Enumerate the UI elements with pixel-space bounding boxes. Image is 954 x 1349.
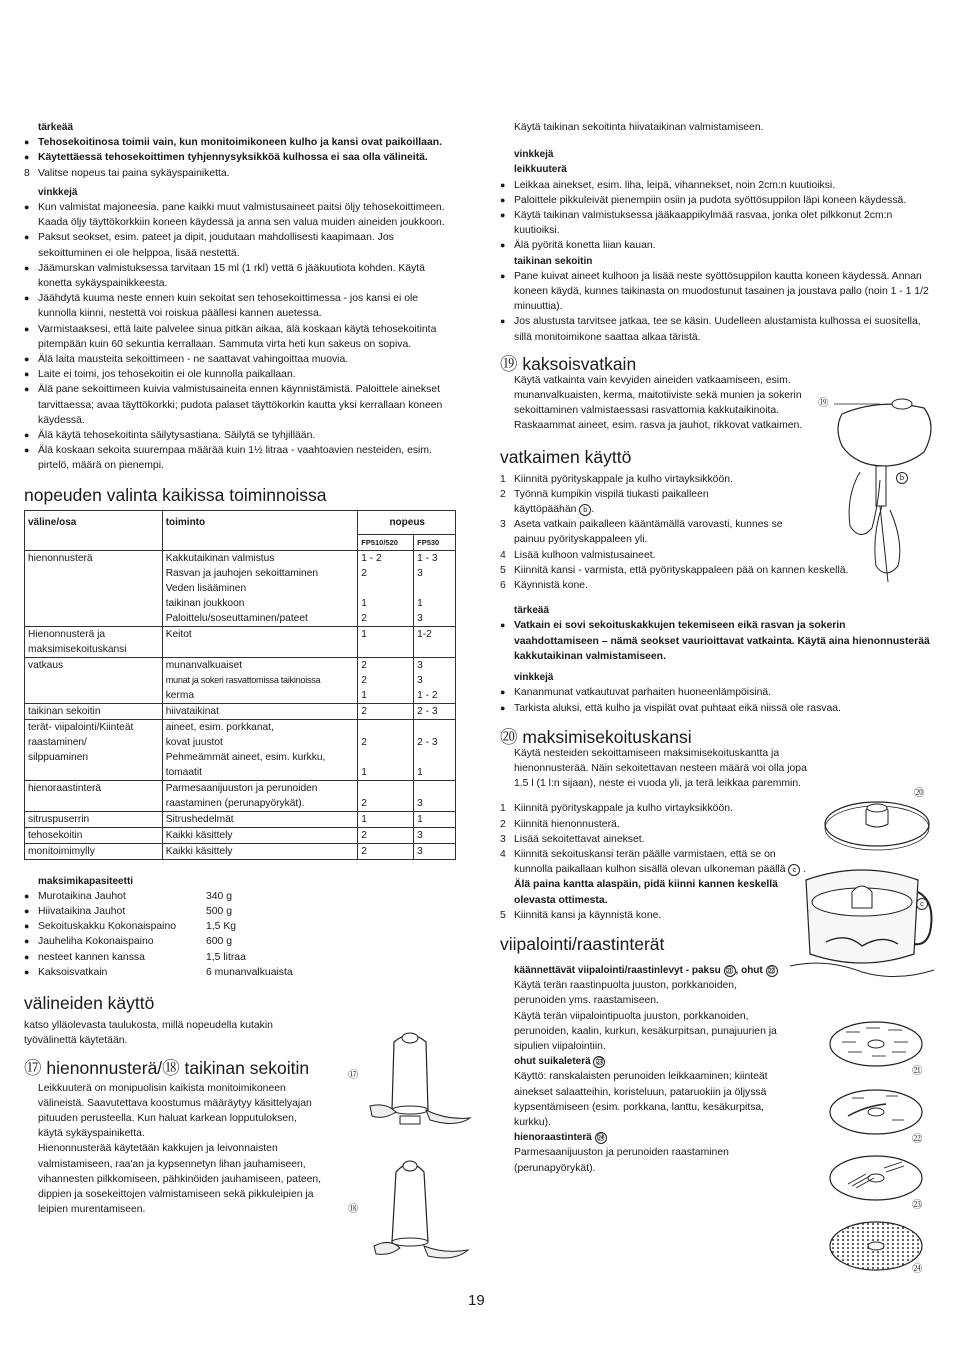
blade-title: hienonnusterä/ (46, 1057, 163, 1078)
capacity-value: 1,5 Kg (206, 921, 237, 933)
step-number: 2 (500, 818, 506, 830)
cell-line (361, 750, 410, 765)
cell-line: hienoraastinterä (28, 782, 102, 794)
step-text: Kiinnitä kansi - varmista, että pyörityskappaleen pää on kannen keskellä. (514, 564, 849, 576)
list-item: ● Jäämurskan valmistuksessa tarvitaan 15 ml (1 rkl) vettä 6 jääkuutiota kohden. Käytä konetta sykäyspainikkeesta. (24, 261, 456, 291)
cell-line: 2 - 3 (417, 736, 438, 748)
capacity-value: 340 g (206, 890, 233, 902)
list-item (24, 889, 456, 904)
capacity-section (24, 874, 456, 980)
cell-line (361, 581, 410, 596)
cell-line: 2 (361, 845, 367, 857)
table-cell-func (162, 550, 358, 626)
step-text: Lisää sekoitettavat ainekset. (514, 833, 645, 845)
whisk-number: ⑲ (500, 353, 518, 374)
cell-line: 1 (361, 628, 367, 640)
julienne-text: Käyttö: ranskalaisten perunoiden leikkaaminen; kiinteät ainekset salaatteihin, koristeluun, pataruokiin ja öljyssä kypsentämiseen (esim. porkkana, lanttu, kesäkurpitsa, kurkku). (514, 1071, 768, 1128)
table-cell-func (162, 827, 358, 843)
cell-line: maksimisekoituskansi (28, 643, 127, 655)
cell-line: 1 (361, 766, 367, 778)
list-item: ● Varmistaaksesi, että laite palvelee sinua pitkän aikaa, älä koskaan käytä tehosekoitinta pitempään kuin 60 sekuntia kerrallaan. Sammuta virta heti kun sakeus on sopiva. (24, 322, 456, 352)
figure-24-label: ㉔ (912, 1264, 923, 1275)
cell-line: 3 (417, 659, 423, 671)
label-text: ohut suikaleterä (514, 1056, 591, 1068)
cell-line: terät- viipalointi/Kiinteät (28, 721, 134, 733)
blade-number: ⑰ (24, 1057, 42, 1078)
cell-line: 1 (361, 689, 367, 701)
list-item: 4 Kiinnitä sekoituskansi terän päälle varmistaen, että se on kunnolla paikallaan kulhon sisällä olevan ulkoneman päällä c . Älä paina kantta alaspäin, pidä kiinni kannen keskellä olevasta ottimesta. (500, 848, 807, 906)
list-item: ● Pane kuivat aineet kulhoon ja lisää neste syöttösuppilon kautta koneen käydessä. Annan koneen käydä, kunnes taikinasta on muodostunut tasainen ja joustava pallo (noin 1 - 1 1/2 minuuttia). (500, 269, 932, 315)
cell-line: 1 - 3 (417, 552, 438, 564)
cell-line: 2 - 3 (417, 705, 438, 717)
cell-line: 3 (417, 567, 423, 579)
table-cell-tool (25, 703, 163, 719)
cell-line: 1 (417, 597, 423, 609)
cell-line: 1 - 2 (361, 552, 382, 564)
table-cell-func (162, 657, 358, 703)
step-number: 4 (500, 848, 506, 860)
table-cell-s1 (358, 811, 414, 827)
label-text: , ohut (735, 964, 763, 976)
table-cell-s2 (414, 811, 456, 827)
capacity-item: ● Jauheliha Kokonaispaino (38, 936, 154, 948)
cell-line: 1 (361, 597, 367, 609)
cell-line: Kakkutaikinan valmistus (165, 552, 275, 564)
step-number: 2 (500, 488, 506, 500)
cell-line (417, 750, 452, 765)
cell-line: sitruspuserrin (28, 813, 90, 825)
figure-19-label: ⑲ (818, 398, 829, 409)
table-cell-func (162, 811, 358, 827)
step-number: 5 (500, 909, 506, 921)
figure-23-label: ㉓ (912, 1200, 923, 1211)
table-row (25, 657, 456, 703)
cell-line: Keitot (165, 628, 192, 640)
list-item: ● Älä pyöritä konetta liian kauan. (500, 238, 932, 253)
list-item (24, 950, 456, 965)
list-item (24, 934, 456, 949)
cell-line: 2 (361, 797, 367, 809)
step-text: Kiinnitä hienonnusterä. (514, 818, 620, 830)
table-cell-func (162, 703, 358, 719)
tips-list (24, 200, 456, 474)
cell-line: Rasvan ja jauhojen sekoittaminen (165, 567, 319, 579)
list-item: ● Käytettäessä tehosekoittimen tyhjennysyksikköä kulhossa ei saa olla välineitä. (24, 150, 456, 165)
step-number: 1 (500, 473, 506, 485)
list-item (24, 919, 456, 934)
capacity-label: maksimikapasiteetti (38, 875, 134, 887)
table-cell-tool (25, 626, 163, 657)
table-cell-tool (25, 811, 163, 827)
dough-intro: Käytä taikinan sekoitinta hiivataikinan valmistamiseen. (514, 122, 764, 133)
whisk-section-title (500, 353, 932, 375)
capacity-value: 600 g (206, 936, 233, 948)
table-cell-func (162, 626, 358, 657)
important-list (500, 618, 932, 664)
step-text: Aseta vatkain paikalleen kääntämällä varovasti, kunnes se painuu pyörityskappaleen yli. (514, 519, 783, 546)
step-number: 8 (24, 167, 30, 179)
cell-line: raastaminen/ (28, 736, 87, 748)
cell-line: 3 (417, 797, 423, 809)
cell-line (417, 581, 452, 596)
maxi-text: Käytä nesteiden sekoittamiseen maksimisekoituskantta ja hienonnusterää. Näin sekoitettavan nesteen määrä voi olla jopa 1.5 l (1 l:n sijaan), neste ei vuoda yli, ja terä leikkaa paremmin. (514, 747, 807, 790)
fine-grater-illustration (826, 1218, 926, 1278)
figure-21-label: ㉑ (912, 1066, 923, 1077)
slicing-section-title: viipalointi/raastinterät (500, 933, 665, 954)
step-text: Kiinnitä pyörityskappale ja kulho virtayksikköön. (514, 803, 733, 815)
table-cell-s1 (358, 827, 414, 843)
cell-line: Hienonnusterä ja (28, 628, 106, 640)
step-text: Työnnä kumpikin vispilä tiukasti paikalleen käyttöpäähän (514, 488, 709, 516)
cell-line: vatkaus (28, 659, 64, 671)
list-item: ● Älä pane sekoittimeen kuivia valmistusaineita ennen käynnistämistä. Paloittele ainekset tarvittaessa; avaa täyttökorkki; pudota palaset täyttökorkin kautta yksi kerrallaan koneen käydessä. (24, 382, 456, 428)
tools-section-title: välineiden käyttö (24, 993, 155, 1014)
cell-line: 3 (417, 845, 423, 857)
figure-22-label: ㉒ (912, 1134, 923, 1145)
speed-section-title: nopeuden valinta kaikissa toiminnoissa (24, 484, 327, 505)
blade-paragraph-2: Hienonnusterää käytetään kakkujen ja leivonnaisten valmistamiseen, raa'an ja kypsennetyn lihan jauhamiseen, vihannesten pilkkomiseen, pähkinöiden jauhamiseen, pateen, dippien ja sosekeittojen valmistamiseen sekä pikkuleipien ja leipien murentamiseen. (38, 1143, 322, 1216)
thick-disc-illustration (826, 1018, 926, 1074)
part-c-marker: c (788, 864, 800, 876)
table-cell-s1 (358, 780, 414, 811)
table-cell-s2 (414, 626, 456, 657)
cell-line: hienonnusterä (28, 552, 93, 564)
cell-line: 3 (417, 829, 423, 841)
capacity-item: ● Sekoituskakku Kokonaispaino (38, 921, 177, 933)
whisk-tips-list (500, 685, 932, 715)
list-item (500, 517, 800, 547)
table-cell-func (162, 843, 358, 859)
whisk-title: kaksoisvatkain (522, 353, 637, 374)
cell-line: raastaminen (perunapyörykät). (165, 797, 305, 809)
table-cell-s2 (414, 780, 456, 811)
cell-line: 2 (361, 736, 367, 748)
table-cell-s2 (414, 550, 456, 626)
cell-line: 2 (361, 829, 367, 841)
list-item: ● Käytä taikinan valmistuksessa jääkaappikylmää rasvaa, jonka olet pilkkonut 2cm:n kuutioiksi. (500, 208, 932, 238)
cell-line: tomaatit (165, 766, 202, 778)
list-item: ● Paksut seokset, esim. pateet ja dipit, joudutaan mahdollisesti kaapimaan. Jos sekoittuminen ei ole helppoa, lisää nestettä. (24, 230, 456, 260)
table-cell-s2 (414, 827, 456, 843)
list-item: ● Laite ei toimi, jos tehosekoitin ei ole kunnolla paikallaan. (24, 367, 456, 382)
table-cell-s1 (358, 719, 414, 780)
list-item: ● Tehosekoitinosa toimii vain, kun monitoimikoneen kulho ja kansi ovat paikoillaan. (24, 135, 456, 150)
capacity-item: ● Hiivataikina Jauhot (38, 906, 126, 918)
cell-line: munat ja sokeri rasvattomissa taikinoissa (165, 674, 321, 685)
cell-line: munanvalkuaiset (165, 659, 243, 671)
column-header-fp510: FP510/520 (358, 534, 414, 550)
capacity-value: 6 munanvalkuaista (206, 966, 293, 978)
table-row (25, 843, 456, 859)
cell-line (361, 781, 410, 796)
step-text: Kiinnitä sekoituskansi terän päälle varmistaen, että se on kunnolla paikallaan kulhon sisällä olevan ulkoneman päällä (514, 848, 786, 876)
table-row (25, 703, 456, 719)
step-number: 4 (500, 549, 506, 561)
table-cell-s1 (358, 657, 414, 703)
step-number: 6 (500, 580, 506, 592)
cell-line: taikinan joukkoon (165, 597, 245, 609)
list-item: ● Tarkista aluksi, että kulho ja vispilät ovat puhtaat eikä niissä ole rasvaa. (500, 701, 932, 716)
list-item: ● Leikkaa ainekset, esim. liha, leipä, vihannekset, noin 2cm:n kuutioiksi. (500, 178, 932, 193)
table-cell-func (162, 780, 358, 811)
dough-title: taikinan sekoitin (184, 1057, 310, 1078)
column-header-fp530: FP530 (414, 534, 456, 550)
table-cell-tool (25, 827, 163, 843)
label-text: hienoraastinterä (514, 1132, 592, 1144)
disc-24-marker: ㉔ (595, 1132, 607, 1144)
step-text: Käynnistä kone. (514, 580, 588, 592)
step-number: 3 (500, 833, 506, 845)
list-item: ● Kun valmistat majoneesia, pane kaikki muut valmistusaineet paitsi öljy tehosekoittimeen. Kaada öljy täyttökorkkiin koneen käydessä ja anna sen valua muiden aineiden joukkoon. (24, 200, 456, 230)
cell-line: 2 (361, 674, 367, 686)
cell-line: 1 (417, 813, 423, 825)
cell-line: 1 (417, 766, 423, 778)
table-cell-s2 (414, 843, 456, 859)
table-cell-s1 (358, 703, 414, 719)
part-c-marker: c (916, 898, 928, 910)
list-item: ● Älä käytä tehosekoitinta säilytysastiana. Säilytä se tyhjillään. (24, 428, 456, 443)
cell-line: aineet, esim. porkkanat, (165, 721, 274, 733)
cell-line: 1-2 (417, 628, 432, 640)
figure-b-label (896, 470, 908, 485)
table-row (25, 550, 456, 626)
important-label: tärkeää (38, 122, 74, 133)
cell-line: kerma (165, 689, 194, 701)
julienne-disc-illustration (826, 1152, 926, 1208)
column-header-speed: nopeus (358, 510, 456, 534)
dough-tool-label: taikinan sekoitin (514, 255, 593, 267)
cell-line: tehosekoitin (28, 829, 83, 841)
cell-line: Paloittelu/soseuttaminen/pateet (165, 612, 308, 624)
step-number: 3 (500, 519, 506, 531)
column-header-function: toiminto (162, 510, 358, 550)
cell-line: taikinan sekoitin (28, 705, 101, 717)
step-warning: Älä paina kantta alaspäin, pidä kiinni kannen keskellä olevasta ottimesta. (514, 879, 778, 906)
cell-line: 3 (417, 674, 423, 686)
table-cell-tool (25, 780, 163, 811)
dough-tips-list (500, 269, 932, 345)
slicing-paragraph-1: Käytä terän raastinpuolta juuston, porkkanoiden, perunoiden yms. raastamiseen. (514, 980, 737, 1007)
dough-tool-illustration (368, 1150, 478, 1268)
cell-line: Veden lisääminen (165, 582, 247, 594)
capacity-list (24, 889, 456, 980)
cell-line: 1 - 2 (417, 689, 438, 701)
cell-line: 2 (361, 659, 367, 671)
table-row (25, 811, 456, 827)
maxi-lid-illustration (822, 790, 932, 860)
cell-line (361, 720, 410, 735)
list-item (24, 965, 456, 980)
reversible-discs-label (500, 963, 800, 978)
capacity-item: ● Murotaikina Jauhot (38, 890, 126, 902)
table-row (25, 719, 456, 780)
list-item: ● Vatkain ei sovi sekoituskakkujen tekemiseen eikä rasvan ja sokerin vaahdottamiseen – nämä seokset vaurioittavat vatkainta. Käytä aina hienonnusterää kakkutaikinan valmistamiseen. (500, 618, 932, 664)
maxi-section-title (500, 726, 932, 748)
capacity-value: 500 g (206, 906, 233, 918)
figure-18-label: ⑱ (348, 1204, 359, 1215)
list-item: ● Älä laita mausteita sekoittimeen - ne saattavat vahingoittaa muovia. (24, 352, 456, 367)
label-text: käännettävät viipalointi/raastinlevyt - paksu (514, 964, 721, 976)
table-row (25, 780, 456, 811)
maxi-number: ⑳ (500, 726, 518, 747)
table-cell-func (162, 719, 358, 780)
cell-line: 1 (361, 813, 367, 825)
step-text: Lisää kulhoon valmistusaineet. (514, 549, 656, 561)
disc-22-marker: ㉒ (766, 965, 778, 977)
part-b-marker: b (579, 504, 591, 516)
tips-label: vinkkejä (38, 186, 78, 198)
step-text-end: . (591, 504, 595, 516)
important-label: tärkeää (514, 605, 550, 617)
cell-line: kovat juustot (165, 736, 223, 748)
cell-line: Sitrushedelmät (165, 813, 234, 825)
cell-line: Parmesaanijuuston ja perunoiden (165, 782, 318, 794)
list-item (500, 487, 730, 517)
knife-blade-illustration (366, 1024, 476, 1134)
figure-c-label (916, 896, 928, 911)
table-cell-s2 (414, 719, 456, 780)
table-cell-tool (25, 719, 163, 780)
cell-line: Pehmeämmät aineet, esim. kurkku, (165, 751, 326, 763)
cell-line: Kaikki käsittely (165, 829, 233, 841)
list-item (24, 904, 456, 919)
blade-paragraph-1: Leikkuuterä on monipuolisin kaikista monitoimikoneen välineistä. Saavutettava koostumus määräytyy käsittelyajan pituuden perusteella. Kun haluat karkean lopputuloksen, käytä sykäyspainiketta. (38, 1082, 312, 1140)
figure-20-label: ⑳ (914, 788, 925, 799)
table-row (25, 827, 456, 843)
tips-label: vinkkejä (514, 149, 554, 161)
column-header-tool: väline/osa (25, 510, 163, 550)
step-text: Valitse nopeus tai paina sykäyspainiketta. (38, 167, 230, 179)
table-header-row (25, 510, 456, 534)
cell-line (417, 781, 452, 796)
tools-text: katso ylläolevasta taulukosta, millä nopeudella kutakin työvälinettä käytetään. (24, 1020, 273, 1047)
list-item: ● Paloittele pikkuleivät pienempiin osiin ja pudota syöttösuppilon läpi koneen käydessä. (500, 193, 932, 208)
maxi-title: maksimisekoituskansi (522, 726, 692, 747)
list-item: ● Älä koskaan sekoita suurempaa määrää kuin 1½ litraa - vaahtoavien nesteiden, esim. pirtelö, määrä on pienempi. (24, 443, 456, 473)
page-number: 19 (468, 1292, 485, 1309)
part-b-marker: b (896, 472, 908, 484)
table-cell-tool (25, 550, 163, 626)
slicing-paragraph-2: Käytä terän viipalointipuolta juuston, porkkanoiden, perunoiden, kaalin, kurkun, kesäkurpitsan, punajuurien ja sipulien viipalointiin. (514, 1010, 777, 1052)
table-cell-tool (25, 657, 163, 703)
step-number: 1 (500, 803, 506, 815)
list-item: ● Kananmunat vatkautuvat parhaiten huoneenlämpöisinä. (500, 685, 932, 700)
capacity-value: 1,5 litraa (206, 951, 246, 963)
cell-line: Kaikki käsittely (165, 845, 233, 857)
table-row (25, 626, 456, 657)
disc-21-marker: ㉑ (724, 965, 736, 977)
list-item: ● Jäähdytä kuuma neste ennen kuin sekoitat sen tehosekoittimessa - jos kansi ei ole kunnolla kiinni, nestettä voi roiskua päällesi kannen auetessa. (24, 291, 456, 321)
table-cell-s2 (414, 703, 456, 719)
table-cell-s1 (358, 843, 414, 859)
cell-line: 3 (417, 612, 423, 624)
thin-disc-illustration (826, 1086, 926, 1142)
whisk-use-title: vatkaimen käyttö (500, 446, 632, 467)
capacity-item: ● nesteet kannen kanssa (38, 951, 145, 963)
cell-line: monitoimimylly (28, 845, 95, 857)
whisk-illustration (820, 396, 938, 584)
list-item: ● Jos alustusta tarvitsee jatkaa, tee se käsin. Uudelleen alustamista kulhossa ei suositella, sillä monitoimikone saattaa alkaa täristä. (500, 314, 932, 344)
step-text: Kiinnitä kansi ja käynnistä kone. (514, 909, 662, 921)
table-cell-tool (25, 843, 163, 859)
capacity-item: ● Kaksoisvatkain (38, 966, 108, 978)
knife-tips-list (500, 178, 932, 254)
whisk-text: Käytä vatkainta vain kevyiden aineiden vatkaamiseen, esim. munanvalkuaisten, kerma, maitotiiviste sekä munien ja sokerin sekoittaminen valmistaessasi rasvattomia kakkutaikinoita. Raskaammat aineet, esim. rasva ja jauhot, rikkovat vatkaimen. (514, 374, 803, 432)
tips-label: vinkkejä (514, 672, 554, 684)
step-text: Kiinnitä pyörityskappale ja kulho virtayksikköön. (514, 473, 733, 485)
cell-line (417, 720, 452, 735)
cell-line: hiivataikinat (165, 705, 219, 717)
speed-table (24, 510, 456, 860)
table-cell-s1 (358, 550, 414, 626)
knife-label: leikkuuterä (514, 164, 567, 176)
figure-17-label: ⑰ (348, 1070, 359, 1081)
step-number: 5 (500, 564, 506, 576)
disc-23-marker: ㉓ (593, 1056, 605, 1068)
important-list (24, 135, 456, 165)
cell-line: 2 (361, 705, 367, 717)
cell-line: 2 (361, 612, 367, 624)
step-8 (24, 166, 456, 181)
cell-line: 2 (361, 567, 367, 579)
table-cell-s1 (358, 626, 414, 657)
dough-number: ⑱ (162, 1057, 180, 1078)
cell-line: silppuaminen (28, 751, 89, 763)
fine-grater-text: Parmesaanijuuston ja perunoiden raastaminen (perunapyörykät). (514, 1147, 729, 1174)
table-cell-s2 (414, 657, 456, 703)
bowl-with-lid-illustration (786, 862, 936, 982)
